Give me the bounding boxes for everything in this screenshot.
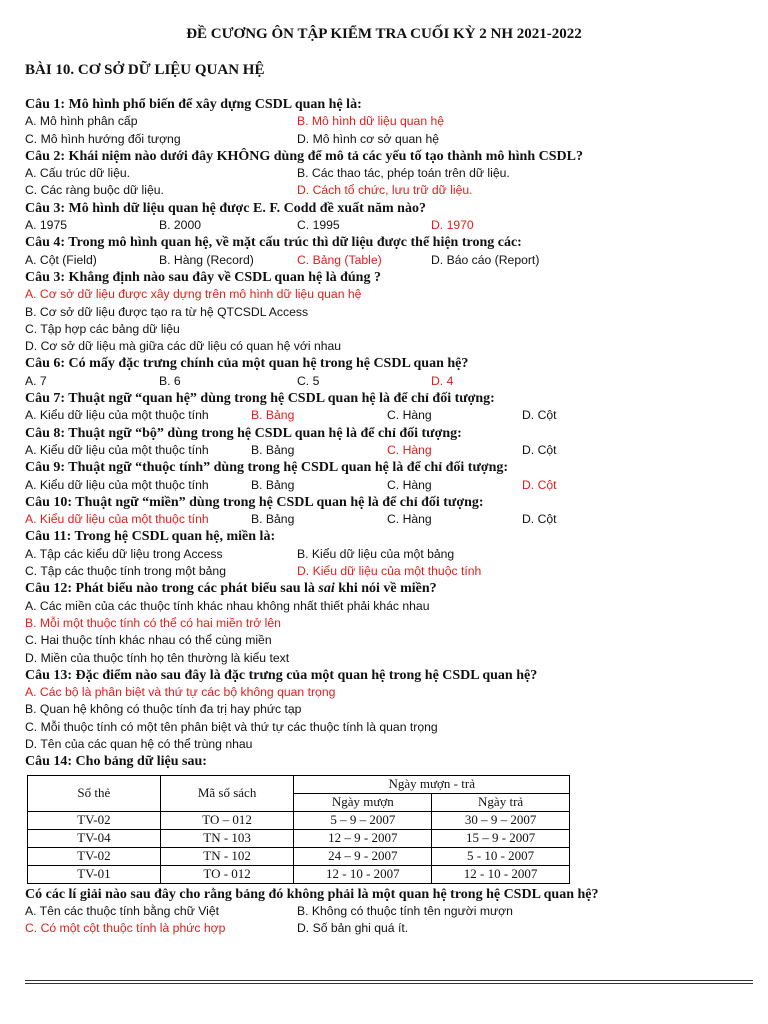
option-row: [25, 684, 760, 701]
table-cell: TV-04: [28, 829, 161, 847]
table-cell: 12 - 10 - 2007: [294, 865, 432, 883]
lesson-heading: BÀI 10. CƠ SỞ DỮ LIỆU QUAN HỆ: [25, 62, 265, 78]
question-text: Câu 4: Trong mô hình quan hệ, về mặt cấu trúc thì dữ liệu được thể hiện trong các:: [25, 235, 522, 251]
answer-option: C. 1995: [297, 218, 340, 233]
question-text: Có các lí giải nào sau đây cho rằng bảng đó không phải là một quan hệ trong hệ CSDL quan hệ?: [25, 886, 599, 902]
question-text: Câu 8: Thuật ngữ “bộ” dùng trong hệ CSDL quan hệ là để chỉ đối tượng:: [25, 425, 462, 441]
answer-option: D. Cột: [522, 408, 557, 423]
option-row: [25, 217, 760, 234]
document-title: ĐỀ CƯƠNG ÔN TẬP KIỂM TRA CUỐI KỲ 2 NH 2021-2022: [186, 26, 582, 42]
answer-option: A. Kiểu dữ liệu của một thuộc tính: [25, 477, 209, 492]
table-row: [28, 847, 570, 865]
answer-option: A. 1975: [25, 218, 68, 233]
loan-table: [27, 775, 570, 884]
answer-option: C. Hàng: [387, 408, 432, 423]
question-text: Câu 10: Thuật ngữ “miền” dùng trong hệ CSDL quan hệ là để chỉ đối tượng:: [25, 494, 484, 510]
answer-option: C. Bảng (Table): [297, 252, 382, 267]
answer-option: A. Kiểu dữ liệu của một thuộc tính: [25, 512, 209, 527]
answer-option: C. 5: [297, 373, 320, 388]
answer-option: D. Tên của các quan hệ có thể trùng nhau: [25, 736, 253, 751]
option-row: [25, 338, 760, 355]
answer-option: C. Hàng: [387, 477, 432, 492]
table-cell: 5 - 10 - 2007: [432, 847, 570, 865]
option-row: [25, 286, 760, 303]
question-text: Câu 3: Mô hình dữ liệu quan hệ được E. F. Codd đề xuất năm nào?: [25, 200, 426, 216]
answer-option: B. Cơ sở dữ liệu được tạo ra từ hệ QTCSDL Access: [25, 304, 309, 319]
option-row: [25, 701, 760, 718]
answer-option: A. Các miền của các thuộc tính khác nhau không nhất thiết phải khác nhau: [25, 598, 430, 613]
option-row: [25, 632, 760, 649]
table-cell: 24 – 9 - 2007: [294, 847, 432, 865]
answer-option: B. Hàng (Record): [159, 252, 254, 267]
answer-option: B. Quan hệ không có thuộc tính đa trị hay phức tạp: [25, 702, 302, 717]
table-cell: TV-02: [28, 811, 161, 829]
answer-option: A. Kiểu dữ liệu của một thuộc tính: [25, 408, 209, 423]
question-text: Câu 12: Phát biểu nào trong các phát biểu sau là sai khi nói về miền?: [25, 581, 437, 597]
answer-option: C. Mỗi thuộc tính có một tên phân biệt và thứ tự các thuộc tính là quan trọng: [25, 719, 438, 734]
answer-option: A. Mô hình phân cấp: [25, 114, 138, 129]
column-header-ma-so-sach: Mã số sách: [160, 775, 294, 811]
question-text: Câu 7: Thuật ngữ “quan hệ” dùng trong hệ CSDL quan hệ là để chỉ đối tượng:: [25, 391, 495, 407]
answer-option: D. Kiểu dữ liệu của một thuộc tính: [297, 564, 482, 579]
table-cell: TN - 102: [160, 847, 294, 865]
column-header-ngay-muon: Ngày mượn: [294, 793, 432, 811]
question-text: Câu 1: Mô hình phổ biến để xây dựng CSDL quan hệ là:: [25, 97, 362, 112]
question-text: Câu 11: Trong hệ CSDL quan hệ, miền là:: [25, 529, 276, 545]
answer-option: A. Cơ sở dữ liệu được xây dựng trên mô hình dữ liệu quan hệ: [25, 287, 362, 302]
answer-option: D. Miền của thuộc tính họ tên thường là kiểu text: [25, 650, 290, 665]
question-text: Câu 3: Khẳng định nào sau đây về CSDL quan hệ là đúng ?: [25, 269, 381, 285]
question-list: [25, 96, 760, 937]
answer-option: B. Mỗi một thuộc tính có thể có hai miền trở lên: [25, 615, 281, 630]
answer-option: B. Mô hình dữ liệu quan hệ: [297, 114, 445, 129]
option-row: [25, 113, 760, 130]
answer-option: C. Tập hợp các bảng dữ liệu: [25, 321, 180, 336]
option-row: [25, 615, 760, 632]
answer-option: A. Kiểu dữ liệu của một thuộc tính: [25, 442, 209, 457]
table-cell: TO - 012: [160, 865, 294, 883]
answer-option: D. Báo cáo (Report): [431, 252, 540, 267]
option-row: [25, 511, 760, 528]
answer-option: B. Kiểu dữ liệu của một bảng: [297, 546, 455, 561]
answer-option: D. Cột: [522, 442, 557, 457]
answer-option: B. Các thao tác, phép toán trên dữ liệu.: [297, 166, 510, 181]
option-row: [25, 407, 760, 424]
answer-option: A. Cột (Field): [25, 252, 97, 267]
table-cell: 5 – 9 – 2007: [294, 811, 432, 829]
answer-option: A. Các bộ là phân biệt và thứ tự các bộ không quan trọng: [25, 685, 336, 700]
column-header-ngay-tra: Ngày trả: [432, 793, 570, 811]
table-cell: TN - 103: [160, 829, 294, 847]
answer-option: A. Tên các thuộc tính bằng chữ Việt: [25, 903, 220, 918]
answer-option: C. Hai thuộc tính khác nhau có thể cùng miền: [25, 633, 272, 648]
answer-option: C. Hàng: [387, 512, 432, 527]
answer-option: D. Cơ sở dữ liệu mà giữa các dữ liệu có quan hệ với nhau: [25, 339, 342, 354]
table-cell: 15 – 9 - 2007: [432, 829, 570, 847]
table-cell: TV-01: [28, 865, 161, 883]
option-row: [25, 182, 760, 199]
answer-option: D. Cột: [522, 512, 557, 527]
option-row: [25, 736, 760, 753]
answer-option: D. 1970: [431, 218, 474, 233]
option-row: [25, 442, 760, 459]
table-cell: 12 - 10 - 2007: [432, 865, 570, 883]
answer-option: B. Bảng: [251, 477, 295, 492]
option-row: [25, 563, 760, 580]
question-text: Câu 9: Thuật ngữ “thuộc tính” dùng trong hệ CSDL quan hệ là để chỉ đối tượng:: [25, 460, 509, 476]
answer-option: B. 2000: [159, 218, 202, 233]
answer-option: B. Bảng: [251, 512, 295, 527]
question-text: Câu 2: Khái niệm nào dưới đây KHÔNG dùng để mô tả các yếu tố tạo thành mô hình CSDL?: [25, 148, 583, 164]
table-row: [28, 811, 570, 829]
option-row: [25, 165, 760, 182]
option-row: [25, 321, 760, 338]
answer-option: B. 6: [159, 373, 181, 388]
question-text: Câu 13: Đặc điểm nào sau đây là đặc trưng của một quan hệ trong hệ CSDL quan hệ?: [25, 667, 538, 683]
option-row: [25, 304, 760, 321]
option-row: [25, 477, 760, 494]
column-header-so-the: Số thẻ: [28, 775, 161, 811]
option-row: [25, 920, 760, 937]
answer-option: C. Tập các thuộc tính trong một bảng: [25, 564, 226, 579]
option-row: [25, 373, 760, 390]
footer-rule: [25, 980, 753, 984]
answer-option: B. Không có thuộc tính tên người mượn: [297, 903, 513, 918]
table-cell: TO – 012: [160, 811, 294, 829]
loan-table-wrapper: [27, 775, 760, 884]
answer-option: C. Có một cột thuộc tính là phức hợp: [25, 921, 226, 936]
answer-option: D. Cột: [522, 477, 557, 492]
answer-option: A. 7: [25, 373, 47, 388]
option-row: [25, 903, 760, 920]
answer-option: A. Cấu trúc dữ liệu.: [25, 166, 131, 181]
table-cell: TV-02: [28, 847, 161, 865]
answer-option: D. Cách tổ chức, lưu trữ dữ liệu.: [297, 183, 473, 198]
answer-option: D. Mô hình cơ sở quan hệ: [297, 131, 439, 146]
answer-option: D. 4: [431, 373, 454, 388]
answer-option: B. Bảng: [251, 408, 295, 423]
answer-option: C. Các ràng buộc dữ liệu.: [25, 183, 164, 198]
option-row: [25, 131, 760, 148]
table-row: [28, 865, 570, 883]
option-row: [25, 598, 760, 615]
column-group-header: Ngày mượn - trả: [294, 775, 570, 793]
option-row: [25, 650, 760, 667]
question-text: Câu 14: Cho bảng dữ liệu sau:: [25, 754, 207, 770]
table-row: [28, 829, 570, 847]
option-row: [25, 252, 760, 269]
answer-option: D. Số bản ghi quá ít.: [297, 921, 409, 936]
answer-option: C. Hàng: [387, 442, 432, 457]
answer-option: C. Mô hình hướng đối tượng: [25, 131, 181, 146]
option-row: [25, 546, 760, 563]
answer-option: A. Tập các kiểu dữ liệu trong Access: [25, 546, 223, 561]
table-cell: 30 – 9 – 2007: [432, 811, 570, 829]
answer-option: B. Bảng: [251, 442, 295, 457]
table-cell: 12 – 9 - 2007: [294, 829, 432, 847]
question-text: Câu 6: Có mấy đặc trưng chính của một quan hệ trong hệ CSDL quan hệ?: [25, 356, 469, 372]
option-row: [25, 719, 760, 736]
